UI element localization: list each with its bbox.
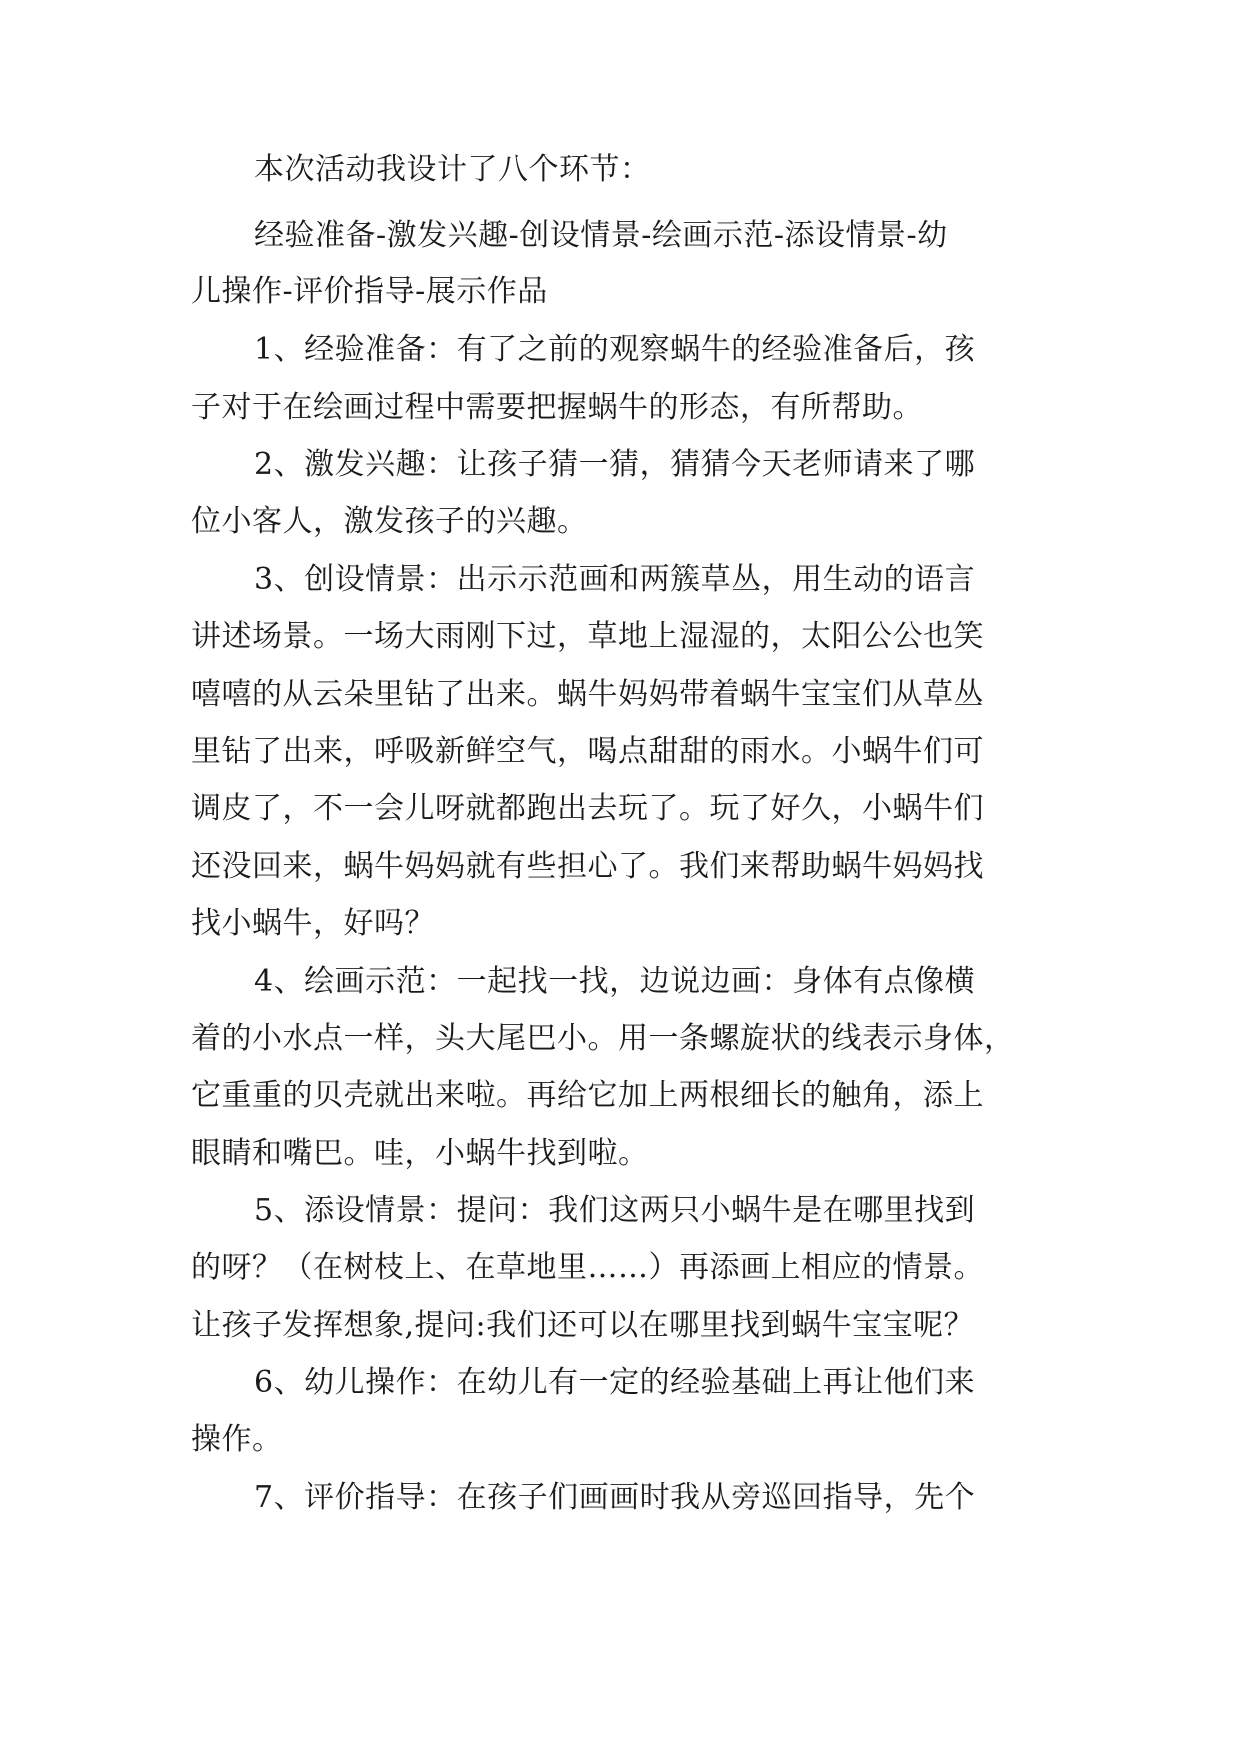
text-line: 让孩子发挥想象,提问:我们还可以在哪里找到蜗牛宝宝呢？ [191,1308,975,1343]
text-line: 里钻了出来，呼吸新鲜空气，喝点甜甜的雨水。小蜗牛们可 [191,734,984,769]
text-line: 4、绘画示范：一起找一找，边说边画：身体有点像横 [254,964,976,999]
text-line: 调皮了，不一会儿呀就都跑出去玩了。玩了好久，小蜗牛们 [191,791,984,826]
text-line: 7、评价指导：在孩子们画画时我从旁巡回指导，先个 [254,1480,976,1515]
text-line: 眼睛和嘴巴。哇，小蜗牛找到啦。 [191,1136,649,1171]
text-line: 2、激发兴趣：让孩子猜一猜，猜猜今天老师请来了哪 [254,447,976,482]
text-line: 5、添设情景：提问：我们这两只小蜗牛是在哪里找到 [254,1193,976,1228]
text-line: 着的小水点一样，头大尾巴小。用一条螺旋状的线表示身体， [191,1021,1015,1056]
text-line: 操作。 [191,1422,283,1457]
text-line: 1、经验准备：有了之前的观察蜗牛的经验准备后，孩 [254,332,976,367]
text-line: 本次活动我设计了八个环节： [254,152,651,187]
text-line: 找小蜗牛，好吗？ [191,906,435,941]
text-line: 经验准备-激发兴趣-创设情景-绘画示范-添设情景-幼 [254,218,948,253]
text-line: 3、创设情景：出示示范画和两簇草丛，用生动的语言 [254,562,976,597]
text-line: 子对于在绘画过程中需要把握蜗牛的形态，有所帮助。 [191,390,923,425]
text-line: 嘻嘻的从云朵里钻了出来。蜗牛妈妈带着蜗牛宝宝们从草丛 [191,677,984,712]
text-line: 的呀？（在树枝上、在草地里……）再添画上相应的情景。 [191,1250,984,1285]
text-line: 位小客人，激发孩子的兴趣。 [191,504,588,539]
text-line: 还没回来，蜗牛妈妈就有些担心了。我们来帮助蜗牛妈妈找 [191,849,984,884]
text-line: 讲述场景。一场大雨刚下过，草地上湿湿的，太阳公公也笑 [191,619,984,654]
text-line: 它重重的贝壳就出来啦。再给它加上两根细长的触角，添上 [191,1078,984,1113]
text-line: 儿操作-评价指导-展示作品 [191,274,548,309]
text-line: 6、幼儿操作：在幼儿有一定的经验基础上再让他们来 [254,1365,976,1400]
